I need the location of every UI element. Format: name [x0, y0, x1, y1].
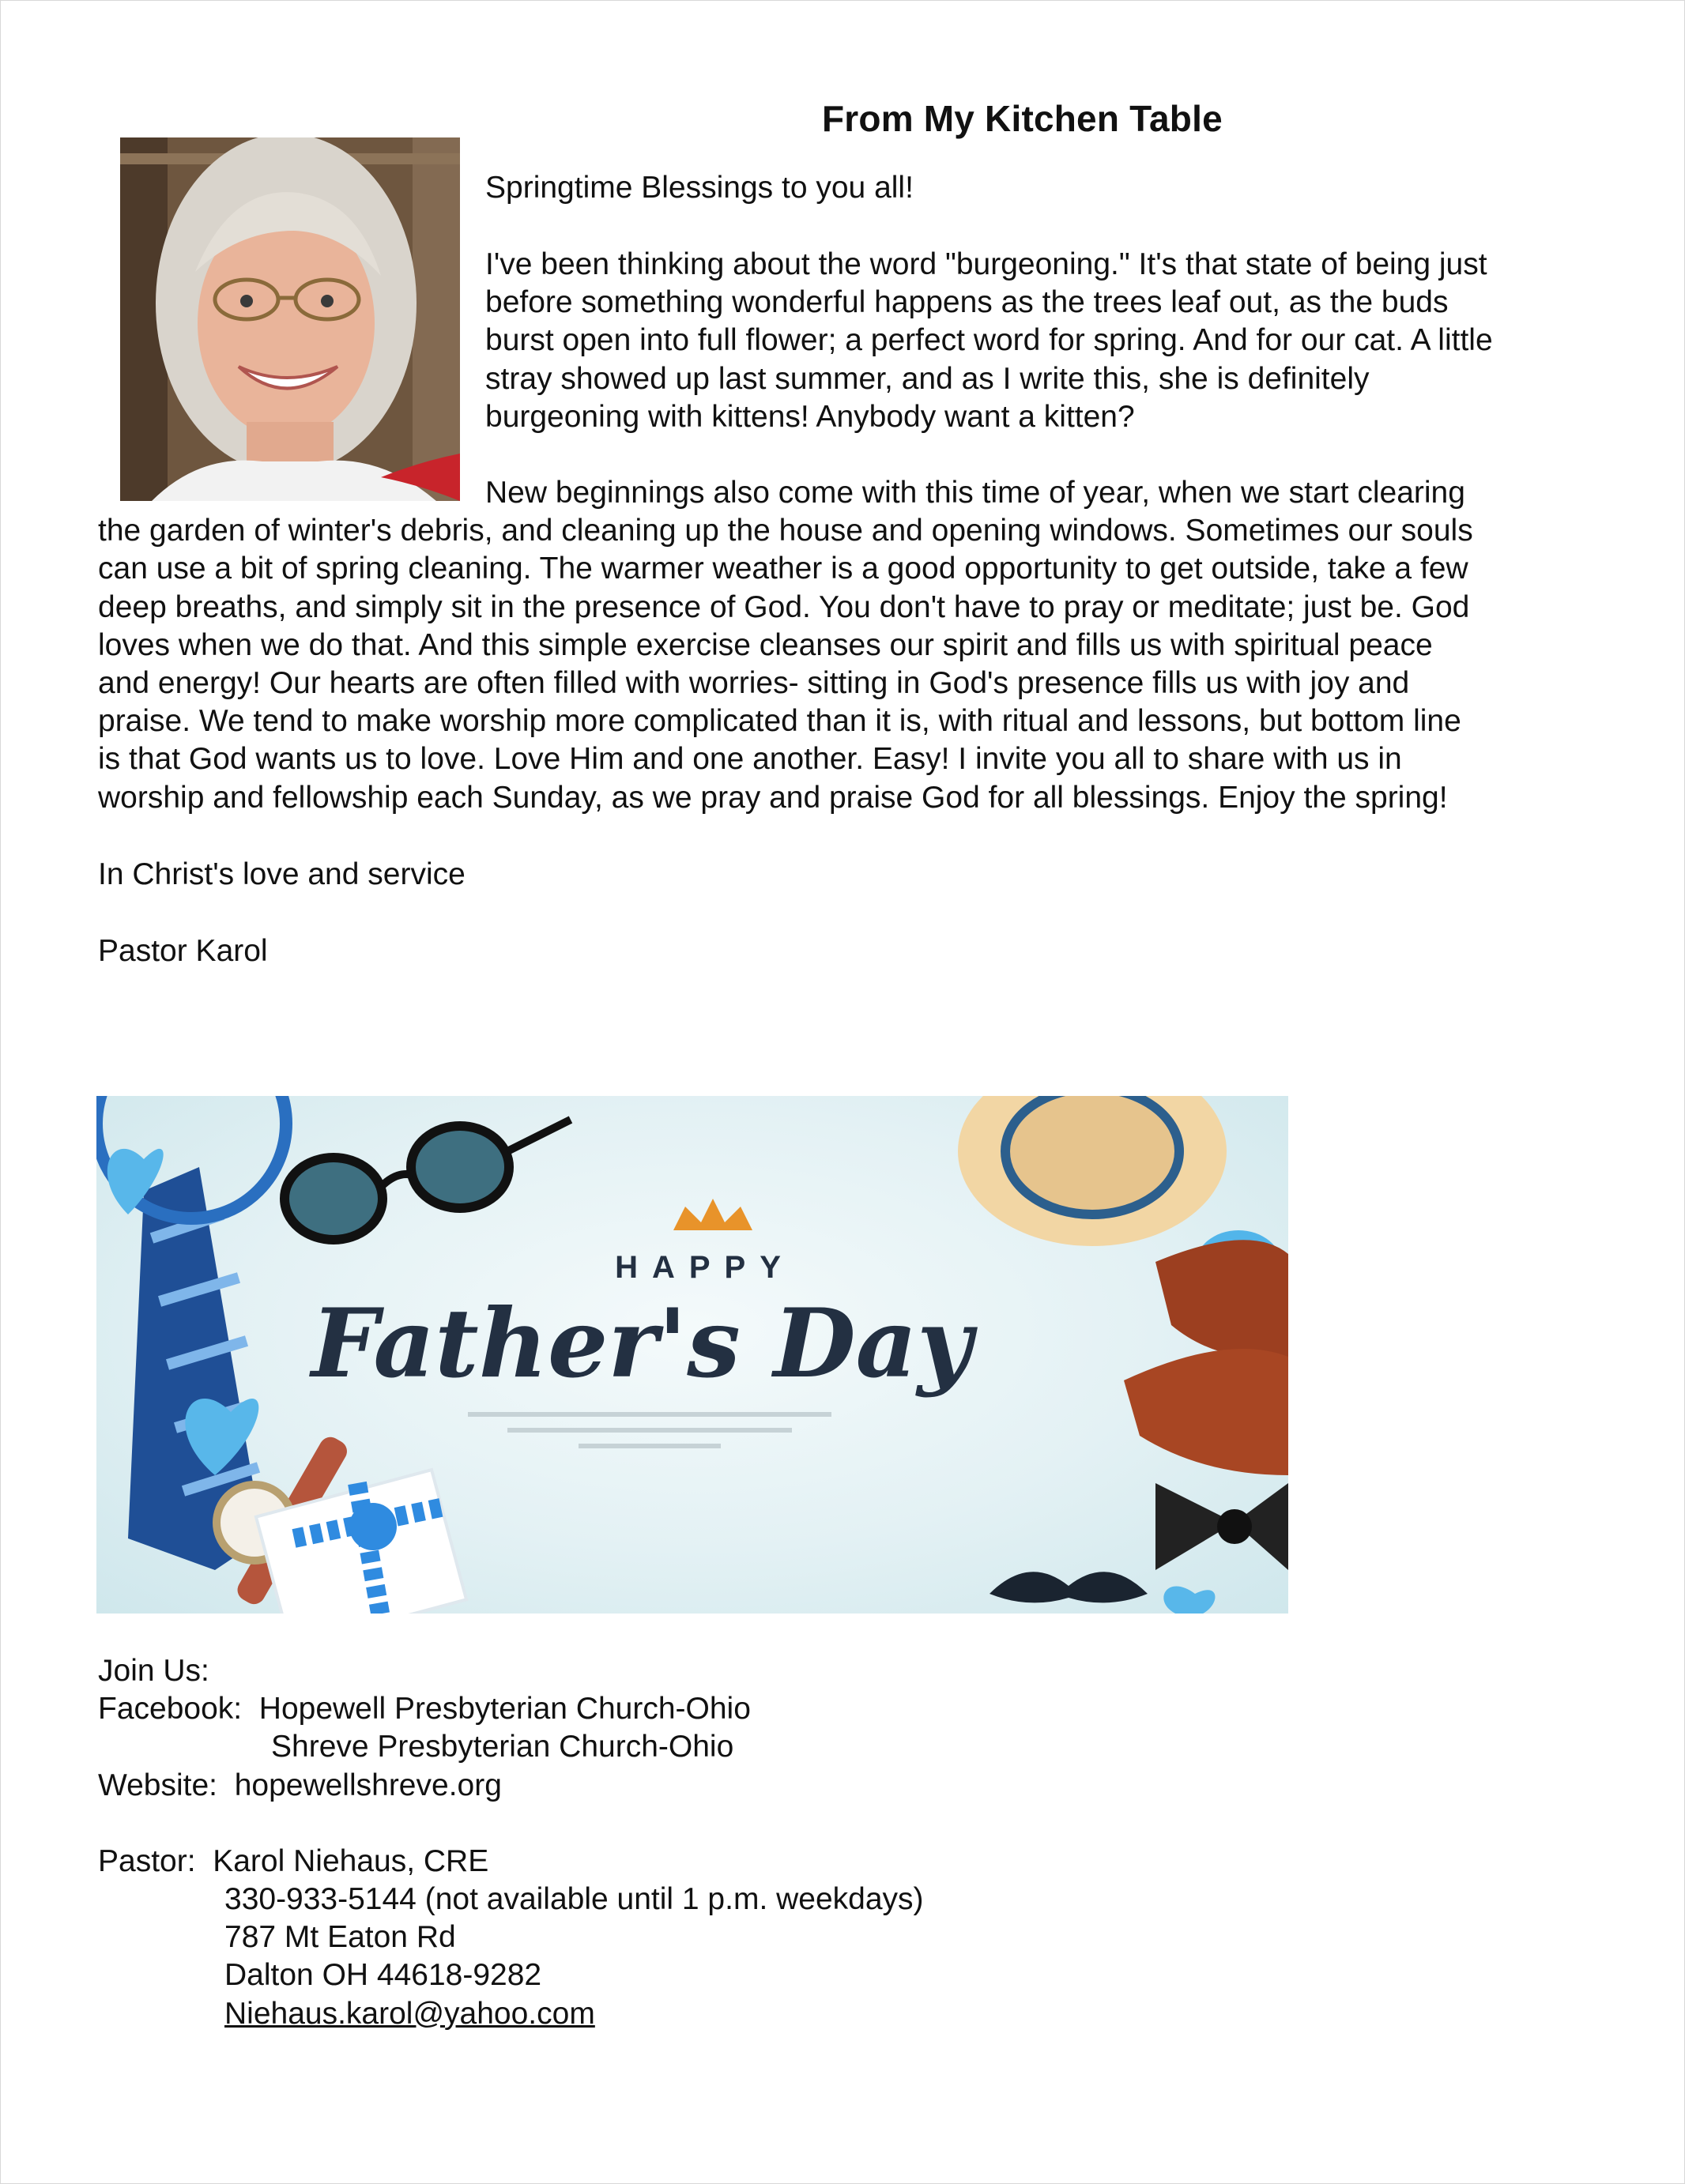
- email-link[interactable]: Niehaus.karol@yahoo.com: [224, 1996, 595, 2031]
- paragraph-line: deep breaths, and simply sit in the presence of God. You don't have to pray or meditate; just be. God: [98, 589, 1470, 624]
- pastor-name: Karol Niehaus, CRE: [213, 1843, 489, 1878]
- facebook-page-shreve: Shreve Presbyterian Church-Ohio: [271, 1730, 734, 1764]
- greeting-line: Springtime Blessings to you all!: [485, 171, 914, 205]
- join-us-label: Join Us:: [98, 1654, 209, 1688]
- signature: Pastor Karol: [98, 934, 268, 968]
- pastor-label: Pastor:: [98, 1843, 196, 1878]
- paragraph-line: New beginnings also come with this time of year, when we start clearing: [485, 476, 1465, 510]
- closing-line: In Christ's love and service: [98, 857, 466, 891]
- paragraph-burgeoning: [485, 246, 1592, 436]
- paragraph-line: loves when we do that. And this simple exercise cleanses our spirit and fills us with spiritual peace: [98, 627, 1433, 662]
- contact-section: [98, 1652, 924, 2033]
- fathers-day-banner-image: [96, 1096, 1288, 1614]
- website-label: Website:: [98, 1768, 218, 1802]
- paragraph-line: burgeoning with kittens! Anybody want a kitten?: [485, 399, 1135, 434]
- facebook-row: [98, 1690, 924, 1728]
- paragraph-line: before something wonderful happens as the trees leaf out, as the buds: [485, 285, 1449, 320]
- article-title: From My Kitchen Table: [822, 98, 1223, 139]
- pastor-portrait-photo: [120, 137, 460, 501]
- website-url: hopewellshreve.org: [234, 1768, 502, 1802]
- paragraph-line: the garden of winter's debris, and cleaning up the house and opening windows. Sometimes our souls: [98, 514, 1473, 548]
- spacer: [98, 1805, 924, 1843]
- banner-happy-text: HAPPY: [615, 1250, 795, 1285]
- paragraph-line: is that God wants us to love. Love Him and one another. Easy! I invite you all to share with us in: [98, 742, 1402, 777]
- paragraph-new-beginnings: [98, 474, 1600, 817]
- paragraph-line: worship and fellowship each Sunday, as we pray and praise God for all blessings. Enjoy the spring!: [98, 780, 1448, 815]
- pastor-phone: 330-933-5144 (not available until 1 p.m. weekdays): [224, 1882, 924, 1917]
- facebook-page-hopewell: Hopewell Presbyterian Church-Ohio: [258, 1692, 751, 1726]
- address-line-2: Dalton OH 44618-9282: [224, 1958, 542, 1993]
- website-row: [98, 1767, 924, 1805]
- banner-fathers-day-text: Father's Day: [311, 1288, 973, 1399]
- address-line-1: 787 Mt Eaton Rd: [224, 1920, 456, 1955]
- paragraph-line: I've been thinking about the word "burgeoning." It's that state of being just: [485, 247, 1487, 281]
- paragraph-line: can use a bit of spring cleaning. The warmer weather is a good opportunity to get outside, take a few: [98, 552, 1468, 586]
- paragraph-line: and energy! Our hearts are often filled with worries- sitting in God's presence fills us with joy and: [98, 666, 1410, 701]
- pastor-row: [98, 1843, 924, 1881]
- paragraph-line: burst open into full flower; a perfect word for spring. And for our cat. A little: [485, 323, 1493, 358]
- paragraph-line: stray showed up last summer, and as I write this, she is definitely: [485, 361, 1370, 396]
- paragraph-line: praise. We tend to make worship more complicated than it is, with ritual and lessons, but bottom line: [98, 704, 1461, 739]
- facebook-label: Facebook:: [98, 1692, 243, 1726]
